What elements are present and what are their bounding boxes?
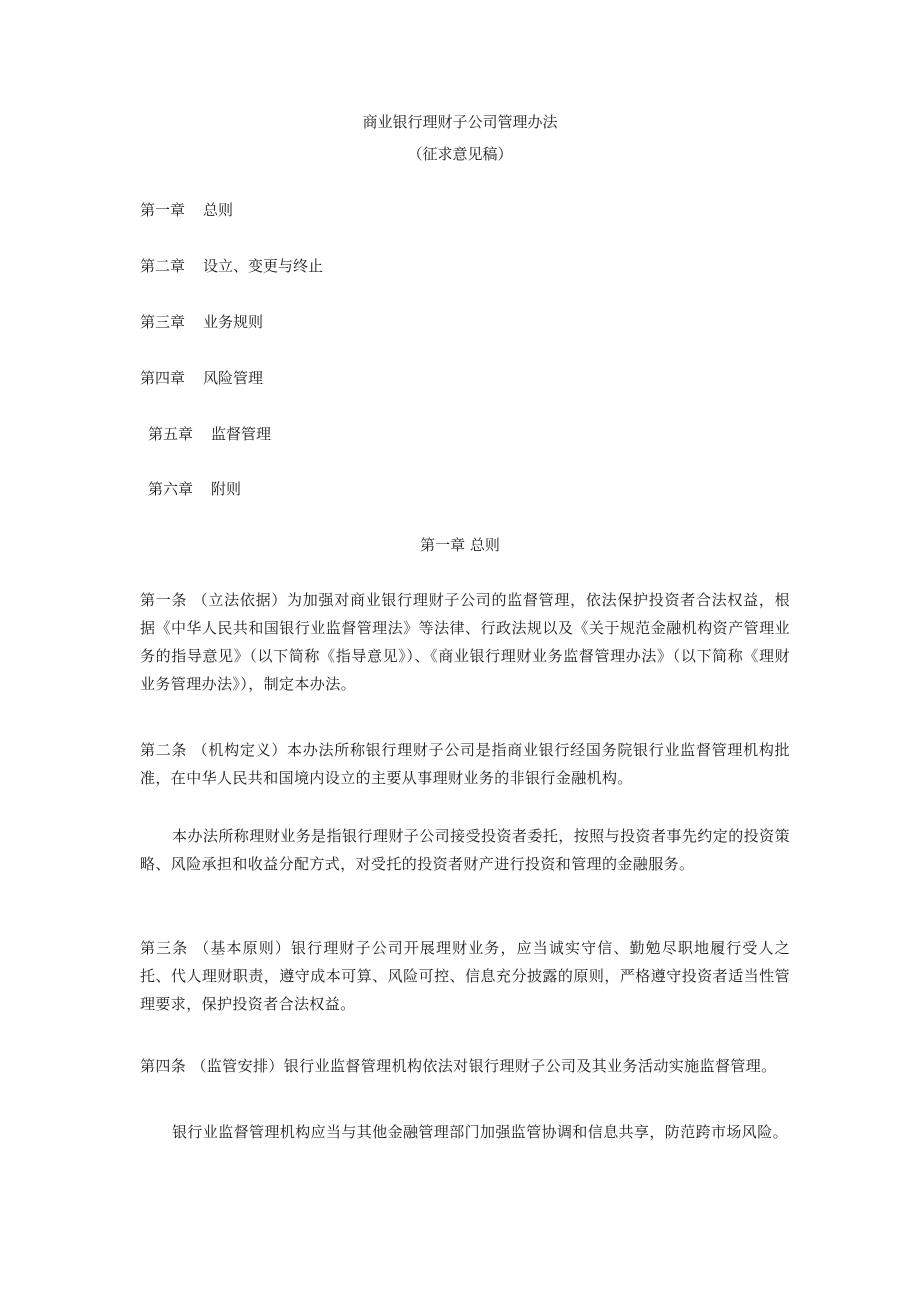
toc-chapter-name: 业务规则: [203, 313, 264, 331]
article-2: 第二条 （机构定义）本办法所称银行理财子公司是指商业银行经国务院银行业监督管理机构批准，在中华人民共和国境内设立的主要从事理财业务的非银行金融机构。: [140, 741, 790, 787]
toc-chapter-name: 附则: [211, 480, 242, 498]
toc-chapter-number: 第四章: [140, 369, 186, 387]
toc-item-chapter-3: [140, 312, 263, 332]
toc-item-chapter-6: [148, 479, 241, 499]
article-4-paragraph-2: 银行业监督管理机构应当与其他金融管理部门加强监管协调和信息共享，防范跨市场风险。: [172, 1123, 789, 1141]
document-subtitle: （征求意见稿）: [407, 145, 513, 163]
toc-item-chapter-1: [140, 200, 233, 220]
toc-chapter-number: 第一章: [140, 201, 186, 219]
toc-chapter-number: 第五章: [148, 425, 194, 443]
article-2-paragraph-2: 本办法所称理财业务是指银行理财子公司接受投资者委托，按照与投资者事先约定的投资策略、风险承担和收益分配方式，对受托的投资者财产进行投资和管理的金融服务。: [140, 827, 790, 873]
document-title: 商业银行理财子公司管理办法: [362, 113, 558, 131]
article-3: 第三条 （基本原则）银行理财子公司开展理财业务，应当诚实守信、勤勉尽职地履行受人之托、代人理财职责，遵守成本可算、风险可控、信息充分披露的原则，严格遵守投资者适当性管理要求，保护投资者合法权益。: [140, 939, 790, 1013]
toc-item-chapter-5: [148, 424, 271, 444]
toc-chapter-number: 第六章: [148, 480, 194, 498]
toc-chapter-name: 监督管理: [211, 425, 272, 443]
toc-item-chapter-4: [140, 368, 263, 388]
chapter-1-heading: 第一章 总则: [420, 536, 500, 554]
toc-chapter-name: 总则: [203, 201, 234, 219]
article-1: 第一条 （立法依据）为加强对商业银行理财子公司的监督管理，依法保护投资者合法权益，根据《中华人民共和国银行业监督管理法》等法律、行政法规以及《关于规范金融机构资产管理业务的指导意见》（以下简称《指导意见》）、《商业银行理财业务监督管理办法》（以下简称《理财业务管理办法》），制定本办法。: [140, 591, 790, 693]
toc-chapter-number: 第二章: [140, 257, 186, 275]
toc-chapter-name: 风险管理: [203, 369, 264, 387]
article-4: 第四条 （监管安排）银行业监督管理机构依法对银行理财子公司及其业务活动实施监督管理。: [140, 1057, 777, 1075]
toc-chapter-number: 第三章: [140, 313, 186, 331]
toc-chapter-name: 设立、变更与终止: [203, 257, 324, 275]
toc-item-chapter-2: [140, 256, 323, 276]
